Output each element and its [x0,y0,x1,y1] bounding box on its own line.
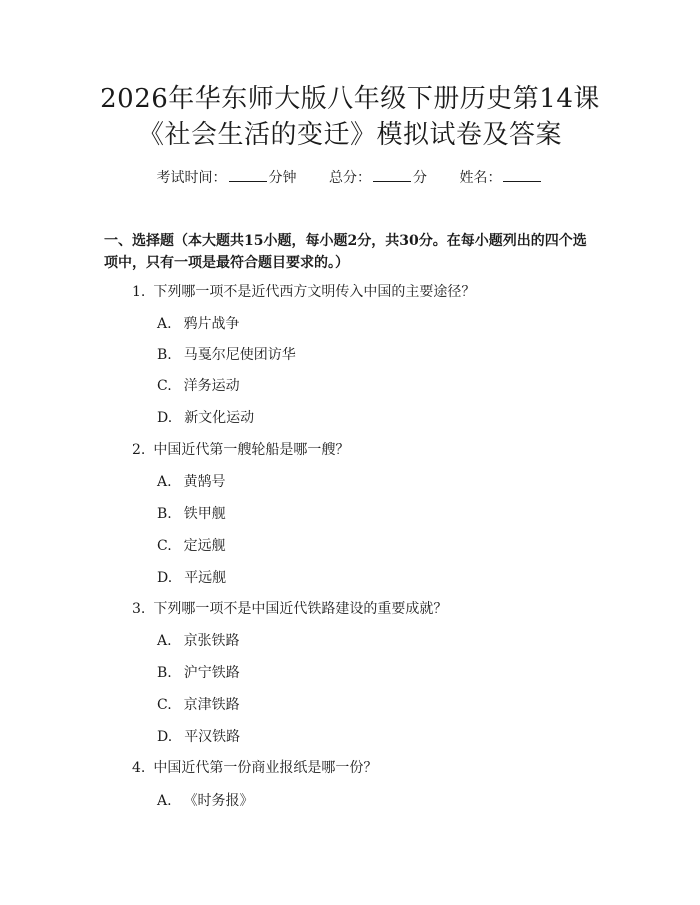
q2-option-b [157,504,226,524]
exam-time-field [157,170,297,186]
question-number: 3. [132,601,146,617]
exam-time-blank [229,167,267,182]
option-letter: B. [157,347,172,363]
option-letter: C. [157,378,172,394]
total-score-field [329,170,427,186]
q1-option-c [157,376,240,396]
question-text: 下列哪一项不是中国近代铁路建设的重要成就？ [153,601,448,617]
question-text: 中国近代第一份商业报纸是哪一份？ [153,760,378,776]
option-text: 京张铁路 [183,633,240,649]
q3-option-d [157,727,240,747]
total-score-blank [373,167,411,182]
name-label: 姓名： [459,170,502,186]
page-title-line1: 2026年华东师大版八年级下册历史第14课 [100,84,600,114]
total-score-unit: 分 [413,170,427,186]
option-text: 《时务报》 [183,793,254,809]
exam-time-unit: 分钟 [268,170,297,186]
q2-option-c [157,536,226,556]
name-blank [503,167,541,182]
q3-option-b [157,663,240,683]
option-text: 马戛尔尼使团访华 [183,347,296,363]
question-number: 4. [132,760,146,776]
q3-option-a [157,631,240,651]
option-letter: C. [157,697,172,713]
section-heading-line1: 一、选择题（本大题共15小题，每小题2分，共30分。在每小题列出的四个选 [104,233,587,249]
option-text: 黄鹄号 [183,474,226,490]
question-2 [132,440,349,460]
question-3 [132,599,447,619]
question-number: 1. [132,284,146,300]
total-score-label: 总分： [329,170,371,186]
option-text: 铁甲舰 [183,506,226,522]
exam-time-label: 考试时间： [156,170,227,186]
question-4 [132,758,377,778]
question-number: 2. [132,442,146,458]
exam-info-row [0,167,700,188]
option-text: 定远舰 [183,538,226,554]
page-title-line2: 《社会生活的变迁》模拟试卷及答案 [137,120,562,150]
q2-option-a [157,472,226,492]
option-letter: D. [157,729,173,745]
name-field [459,170,543,186]
option-text: 沪宁铁路 [183,665,240,681]
option-text: 新文化运动 [184,410,255,426]
q2-option-d [157,568,226,588]
option-text: 洋务运动 [183,378,240,394]
q1-option-b [157,345,296,365]
option-text: 平远舰 [184,570,227,586]
q4-option-a [157,791,254,811]
option-letter: B. [157,665,172,681]
option-text: 鸦片战争 [183,316,240,332]
option-letter: A. [157,633,172,649]
option-letter: D. [157,410,173,426]
option-text: 平汉铁路 [184,729,241,745]
section-heading-line2: 项中，只有一项是最符合题目要求的。） [104,255,349,271]
option-letter: C. [157,538,172,554]
option-text: 京津铁路 [183,697,240,713]
option-letter: A. [157,316,172,332]
option-letter: A. [157,474,172,490]
option-letter: A. [157,793,172,809]
option-letter: B. [157,506,172,522]
question-text: 下列哪一项不是近代西方文明传入中国的主要途径？ [153,284,476,300]
q1-option-d [157,408,254,428]
question-text: 中国近代第一艘轮船是哪一艘？ [153,442,350,458]
q3-option-c [157,695,240,715]
option-letter: D. [157,570,173,586]
question-1 [132,282,475,302]
q1-option-a [157,314,240,334]
